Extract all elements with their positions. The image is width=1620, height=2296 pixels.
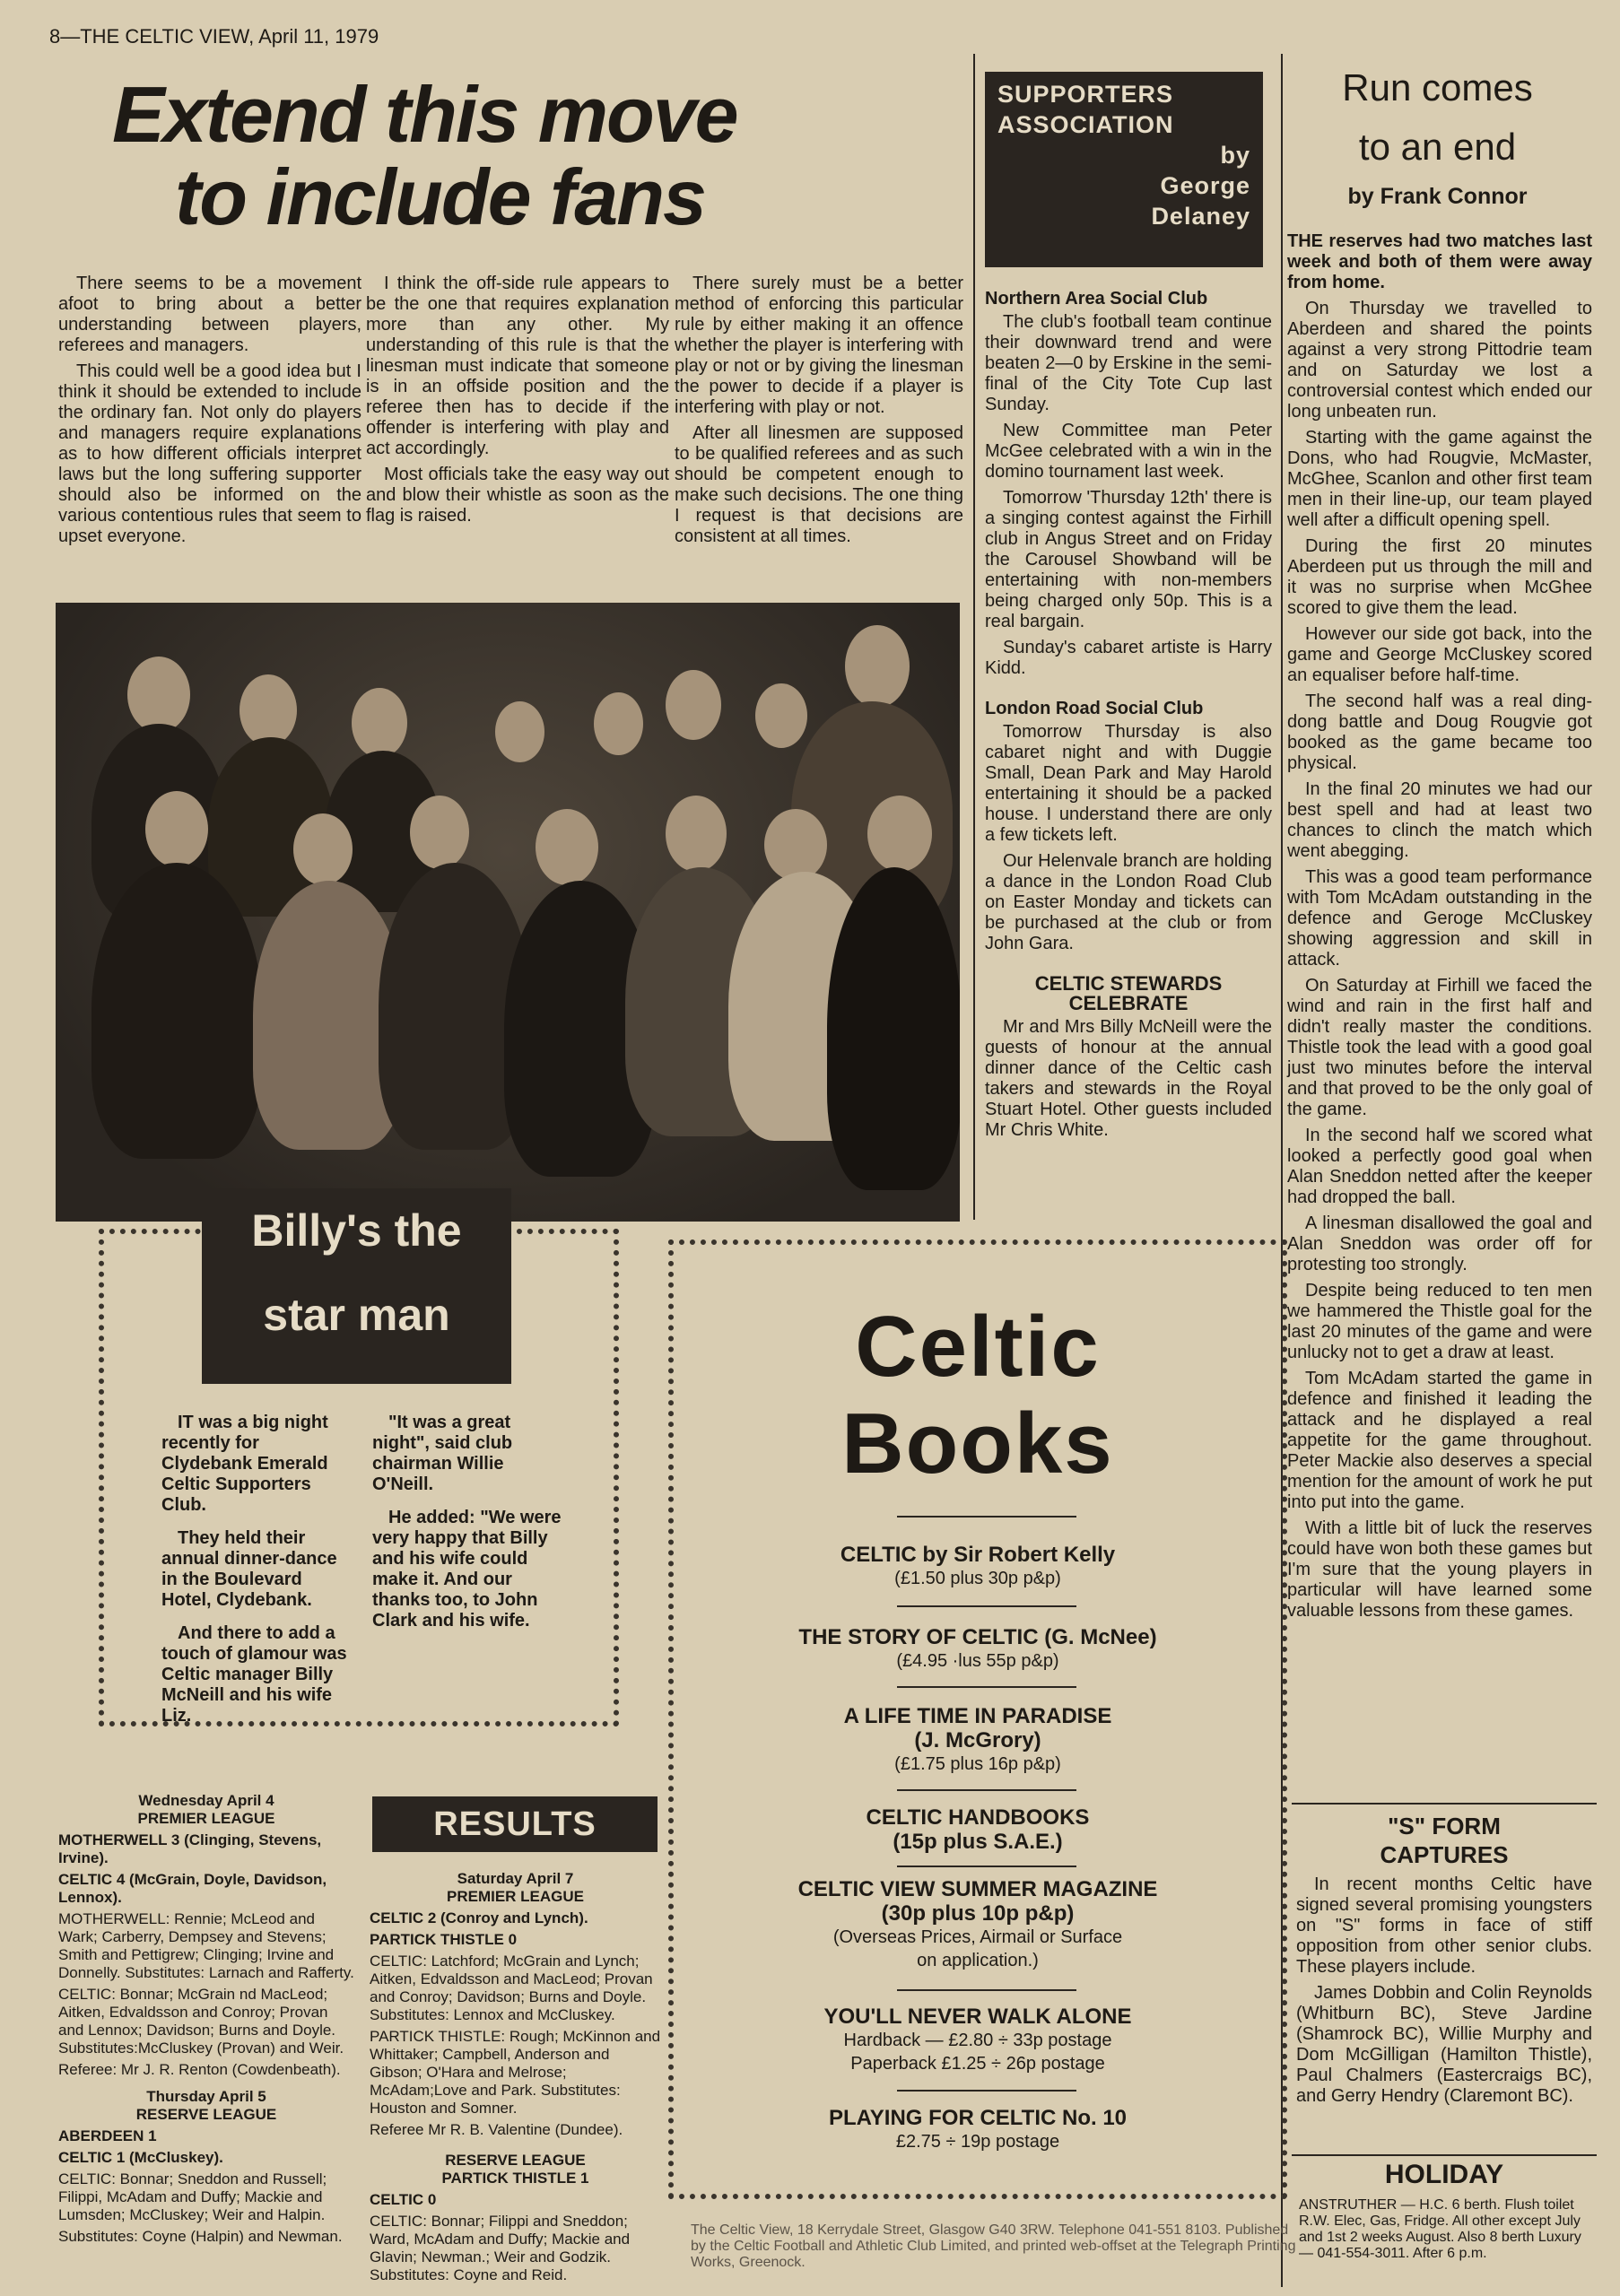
results-heading-line: PARTICK THISTLE 1 bbox=[441, 2170, 589, 2187]
london-road-heading: London Road Social Club bbox=[985, 699, 1204, 718]
run-byline: by Frank Connor bbox=[1347, 184, 1528, 209]
section-divider bbox=[1292, 1803, 1597, 1805]
run-comes-column bbox=[1287, 231, 1592, 1627]
book-title: (J. McGrory) bbox=[914, 1728, 1041, 1752]
s-form-heading-line: CAPTURES bbox=[1380, 1841, 1509, 1868]
main-article-column-1 bbox=[58, 274, 361, 552]
run-para: In the final 20 minutes we had our best spell and had at least two chances to clinch the match which went abegging. bbox=[1287, 779, 1592, 861]
books-divider bbox=[897, 1686, 1076, 1688]
results-heading-line: Thursday April 5 bbox=[146, 2088, 266, 2105]
results-heading-line: PREMIER LEAGUE bbox=[137, 1810, 275, 1827]
s-form-heading-line: "S" FORM bbox=[1388, 1813, 1501, 1839]
books-divider bbox=[897, 1516, 1076, 1518]
billy-title-line: star man bbox=[263, 1290, 450, 1340]
book-title: (15p plus S.A.E.) bbox=[893, 1830, 1063, 1854]
billy-caption-column-2 bbox=[372, 1413, 565, 1644]
stewards-heading bbox=[985, 974, 1272, 1013]
result-line: CELTIC: Bonnar; Sneddon and Russell; Filippi, McAdam and Duffy; Mackie and Lumsden; McCluskey; Weir and Halpin. bbox=[58, 2170, 327, 2223]
billy-caption-column-1 bbox=[161, 1413, 354, 1739]
result-line: PARTICK THISTLE 0 bbox=[370, 1931, 518, 1948]
results-heading bbox=[58, 1792, 354, 1828]
book-title: (30p plus 10p p&p) bbox=[881, 1901, 1075, 1926]
supporters-association-box bbox=[985, 72, 1263, 267]
book-title: A LIFE TIME IN PARADISE bbox=[843, 1704, 1112, 1728]
result-line: CELTIC 4 (McGrain, Doyle, Davidson, Lennox). bbox=[58, 1871, 327, 1906]
result-line: Referee: Mr J. R. Renton (Cowdenbeath). bbox=[58, 2061, 341, 2078]
book-title: CELTIC VIEW SUMMER MAGAZINE bbox=[797, 1877, 1158, 1901]
billy-star-man-box bbox=[202, 1188, 511, 1384]
main-article-column-3 bbox=[675, 274, 963, 552]
book-title: CELTIC by Sir Robert Kelly bbox=[840, 1543, 1116, 1567]
main-article-column-2 bbox=[366, 274, 669, 532]
run-para: A linesman disallowed the goal and Alan Sneddon was order off for protesting too strongly. bbox=[1287, 1213, 1592, 1274]
result-line: CELTIC: Bonnar; McGrain nd MacLeod; Aitken, Edvaldsson and Conroy; Provan and Lennox; Davidson; Burns and Doyle. Substitutes:McCluskey (Provan) and Weir. bbox=[58, 1986, 344, 2057]
book-item bbox=[718, 1805, 1238, 1854]
billy-para: They held their annual dinner-dance in the Boulevard Hotel, Clydebank. bbox=[161, 1528, 337, 1610]
billy-para: IT was a big night recently for Clydebank Emerald Celtic Supporters Club. bbox=[161, 1413, 328, 1515]
stewards-para: Mr and Mrs Billy McNeill were the guests of honour at the annual dinner dance of the Celtic cash takers and stewards in the Royal Stuart Hotel. Other guests included Mr Chris White. bbox=[985, 1017, 1272, 1140]
main-article-para: There seems to be a movement afoot to bring about a better understanding between players, referees and managers. bbox=[58, 274, 361, 355]
books-divider bbox=[897, 1866, 1076, 1867]
run-para: However our side got back, into the game and George McCluskey scored an equaliser before half-time. bbox=[1287, 624, 1592, 685]
northern-para: New Committee man Peter McGee celebrated with a win in the domino tournament last week. bbox=[985, 421, 1272, 482]
run-title-line: Run comes bbox=[1342, 66, 1533, 109]
run-title-line: to an end bbox=[1358, 126, 1517, 168]
book-price: (£1.50 plus 30p p&p) bbox=[894, 1569, 1061, 1588]
result-line: MOTHERWELL: Rennie; McLeod and Wark; Carberry, Dempsey and Stevens; Smith and Pettigrew; Clinging; Irvine and Donnelly. Substitutes: Larnach and Rafferty. bbox=[58, 1910, 354, 1981]
result-line: CELTIC 1 (McCluskey). bbox=[58, 2149, 223, 2166]
main-article-para: Most officials take the easy way out and blow their whistle as soon as the flag is raised. bbox=[366, 465, 669, 526]
publisher-footer: The Celtic View, 18 Kerrydale Street, Glasgow G40 3RW. Telephone 041-551 8103. Published by the Celtic Football and Athletic Club Limited, and printed web-offset at the Telegraph Printing Works, Greenock. bbox=[691, 2222, 1296, 2270]
s-form-column bbox=[1296, 1874, 1592, 2112]
northern-para: The club's football team continue their downward trend and were beaten 2—0 by Erskine in the semi-final of the City Tote Cup last Sunday. bbox=[985, 312, 1272, 414]
run-para: With a little bit of luck the reserves could have won both these games but I'm sure that the young players in particular will have learned some valuable lessons from these games. bbox=[1287, 1518, 1592, 1621]
s-form-para: In recent months Celtic have signed several promising youngsters on "S" forms in face of stiff opposition from other senior clubs. These players include. bbox=[1296, 1874, 1592, 1977]
book-price: (£1.75 plus 16p p&p) bbox=[894, 1754, 1061, 1774]
results-heading-line: Saturday April 7 bbox=[457, 1870, 574, 1887]
main-article-para: There surely must be a better method of enforcing this particular rule by either making it an offence whether the player is interfering with play or not or by giving the linesman the power to decide if a player is interfering with play or not. bbox=[675, 274, 963, 417]
headline-line-1: Extend this move bbox=[112, 70, 737, 159]
book-title: YOU'LL NEVER WALK ALONE bbox=[823, 2005, 1132, 2029]
supporters-column bbox=[985, 280, 1272, 1146]
book-item bbox=[718, 1704, 1238, 1776]
billy-title-line: Billy's the bbox=[251, 1205, 462, 1256]
result-line: CELTIC 0 bbox=[370, 2191, 437, 2208]
books-title-line: Celtic bbox=[855, 1299, 1101, 1395]
sa-line: ASSOCIATION bbox=[997, 111, 1174, 138]
billy-para: And there to add a touch of glamour was Celtic manager Billy McNeill and his wife Liz. bbox=[161, 1623, 347, 1726]
running-head: 8—THE CELTIC VIEW, April 11, 1979 bbox=[49, 25, 379, 48]
run-para: Tom McAdam started the game in defence and finished it leading the attack and he displayed a real appetite for the game throughout. Peter Mackie also deserves a special mention for the amount of work he put into put into the game. bbox=[1287, 1369, 1592, 1512]
book-title: CELTIC HANDBOOKS bbox=[866, 1805, 1090, 1830]
sa-line: SUPPORTERS bbox=[997, 81, 1174, 108]
run-para: On Thursday we travelled to Aberdeen and shared the points against a very strong Pittodrie team and on Saturday we lost a controversial contest which ended our long unbeaten run. bbox=[1287, 299, 1592, 422]
books-divider bbox=[897, 1989, 1076, 1991]
northern-para: Tomorrow 'Thursday 12th' there is a singing contest against the Firhill club in Angus Street and on Friday the Carousel Showband will be entertaining with non-members being charged only 50p. This is a real bargain. bbox=[985, 488, 1272, 631]
results-heading-line: RESERVE LEAGUE bbox=[135, 2106, 277, 2123]
results-column-1 bbox=[58, 1792, 354, 2249]
books-divider bbox=[897, 2090, 1076, 2092]
column-divider bbox=[973, 54, 975, 1220]
billy-para: He added: "We were very happy that Billy and his wife could make it. And our thanks too, to John Clark and his wife. bbox=[372, 1508, 562, 1631]
results-heading bbox=[370, 2152, 661, 2187]
book-price: £2.75 ÷ 19p postage bbox=[895, 2132, 1060, 2152]
s-form-heading bbox=[1296, 1812, 1592, 1869]
northern-para: Sunday's cabaret artiste is Harry Kidd. bbox=[985, 638, 1272, 678]
sa-line: George bbox=[1160, 172, 1250, 199]
book-price: Hardback — £2.80 ÷ 33p postage bbox=[843, 2031, 1112, 2050]
run-para: This was a good team performance with Tom McAdam outstanding in the defence and Geroge McCluskey showing aggression and skill in attack. bbox=[1287, 867, 1592, 970]
results-heading-line: Wednesday April 4 bbox=[138, 1792, 274, 1809]
headline-line-2: to include fans bbox=[175, 152, 705, 241]
run-para: Despite being reduced to ten men we hammered the Thistle goal for the last 20 minutes of the game and were unlucky not to get a draw at least. bbox=[1287, 1281, 1592, 1362]
books-title-line: Books bbox=[841, 1396, 1114, 1492]
run-para: On Saturday at Firhill we faced the wind and rain in the first half and didn't really master the conditions. Thistle took the lead with a good goal just two minutes before the interval and that proved to be the only goal of the game. bbox=[1287, 976, 1592, 1119]
book-price: on application.) bbox=[917, 1951, 1039, 1970]
book-item bbox=[718, 1625, 1238, 1673]
result-line: ABERDEEN 1 bbox=[58, 2127, 157, 2144]
s-form-para: James Dobbin and Colin Reynolds (Whitburn BC), Steve Jardine (Shamrock BC), Willie Murphy and Dom McGilligan (Hamilton Thistle), Paul Chalmers (Eastercraigs BC), and Gerry Hendry (Claremont BC). bbox=[1296, 1983, 1592, 2106]
book-title: PLAYING FOR CELTIC No. 10 bbox=[828, 2106, 1128, 2130]
run-para: The second half was a real ding-dong battle and Doug Rougvie got booked as the game became too physical. bbox=[1287, 691, 1592, 773]
book-price: (£4.95 ·lus 55p p&p) bbox=[896, 1651, 1059, 1671]
holiday-ad: ANSTRUTHER — H.C. 6 berth. Flush toilet R.W. Elec, Gas, Fridge. All other except July and 1st 2 weeks August. Also 8 berth Luxury — 041-554-3011. After 6 p.m. bbox=[1299, 2197, 1581, 2261]
london-para: Our Helenvale branch are holding a dance in the London Road Club on Easter Monday and tickets can be purchased at the club or from John Gara. bbox=[985, 851, 1272, 953]
results-heading-line: PREMIER LEAGUE bbox=[446, 1888, 585, 1905]
result-line: CELTIC: Latchford; McGrain and Lynch; Aitken, Edvaldsson and MacLeod; Provan and Conroy; Davidson; Burns and Doyle. Substitutes: Lennox and McCluskey. bbox=[370, 1952, 653, 2023]
result-line: CELTIC: Bonnar; Filippi and Sneddon; Ward, McAdam and Duffy; Mackie and Glavin; Newman.; Weir and Godzik. Substitutes: Coyne and Reid. bbox=[370, 2213, 631, 2283]
books-divider bbox=[897, 1789, 1076, 1791]
run-para: During the first 20 minutes Aberdeen put us through the mill and it was no surprise when McGhee scored to give them the lead. bbox=[1287, 536, 1592, 618]
book-title: THE STORY OF CELTIC (G. McNee) bbox=[798, 1625, 1157, 1649]
holiday-heading: HOLIDAY bbox=[1384, 2160, 1504, 2189]
section-divider bbox=[1292, 2154, 1597, 2156]
run-comes-title bbox=[1283, 58, 1592, 177]
run-lead: THE reserves had two matches last week and both of them were away from home. bbox=[1287, 231, 1592, 292]
sa-line: Delaney bbox=[1151, 203, 1250, 230]
group-photo bbox=[56, 603, 960, 1222]
result-line: CELTIC 2 (Conroy and Lynch). bbox=[370, 1909, 588, 1926]
book-item bbox=[718, 1543, 1238, 1590]
celtic-books-title bbox=[668, 1299, 1287, 1492]
result-line: Referee Mr R. B. Valentine (Dundee). bbox=[370, 2121, 623, 2138]
results-heading bbox=[58, 2088, 354, 2124]
book-price: Paperback £1.25 ÷ 26p postage bbox=[850, 2054, 1105, 2074]
billy-para: "It was a great night", said club chairman Willie O'Neill. bbox=[372, 1413, 513, 1494]
book-item bbox=[718, 2005, 1238, 2075]
sa-line: by bbox=[1220, 142, 1250, 169]
results-heading-line: RESERVE LEAGUE bbox=[445, 2152, 586, 2169]
stewards-heading-line: CELEBRATE bbox=[1068, 992, 1189, 1014]
result-line: PARTICK THISTLE: Rough; McKinnon and Whittaker; Campbell, Anderson and Gibson; O'Hara and Melrose; McAdam;Love and Park. Substitutes: Houston and Somner. bbox=[370, 2028, 661, 2117]
results-column-2 bbox=[370, 1870, 661, 2288]
book-item bbox=[718, 1877, 1238, 1972]
main-article-para: I think the off-side rule appears to be the one that requires explanation more than any other. My understanding of this rule is that the linesman must indicate that someone is in an offside position and the referee then has to decide if the offender is interfering with play and act accordingly. bbox=[366, 274, 669, 458]
book-price: (Overseas Prices, Airmail or Surface bbox=[832, 1927, 1123, 1947]
main-article-para: This could well be a good idea but I think it should be extended to include the ordinary fan. Not only do players and managers require explanations as to how different officials interpret laws but the long suffering supporter should also be informed on the various contentious rules that seem to upset everyone. bbox=[58, 361, 361, 546]
result-line: MOTHERWELL 3 (Clinging, Stevens, Irvine). bbox=[58, 1831, 322, 1866]
london-para: Tomorrow Thursday is also cabaret night and with Duggie Small, Dean Park and May Harold entertaining it should be a packed house. I understand there are only a few tickets left. bbox=[985, 722, 1272, 845]
book-item bbox=[718, 2106, 1238, 2153]
stewards-heading-line: CELTIC STEWARDS bbox=[1034, 972, 1223, 995]
results-box: RESULTS bbox=[372, 1796, 658, 1852]
result-line: Substitutes: Coyne (Halpin) and Newman. bbox=[58, 2228, 343, 2245]
headline bbox=[112, 70, 884, 241]
books-divider bbox=[897, 1605, 1076, 1607]
run-para: In the second half we scored what looked a perfectly good goal when Alan Sneddon netted after the keeper had dropped the ball. bbox=[1287, 1126, 1592, 1207]
results-heading bbox=[370, 1870, 661, 1906]
run-para: Starting with the game against the Dons, who had Rougvie, McMaster, McGhee, Scanlon and other first team men in their line-up, our team played well after a difficult opening spell. bbox=[1287, 428, 1592, 530]
main-article-para: After all linesmen are supposed to be qualified referees and as such should be competent enough to make such decisions. The one thing I request is that decisions are consistent at all times. bbox=[675, 423, 963, 546]
northern-area-heading: Northern Area Social Club bbox=[985, 289, 1208, 309]
